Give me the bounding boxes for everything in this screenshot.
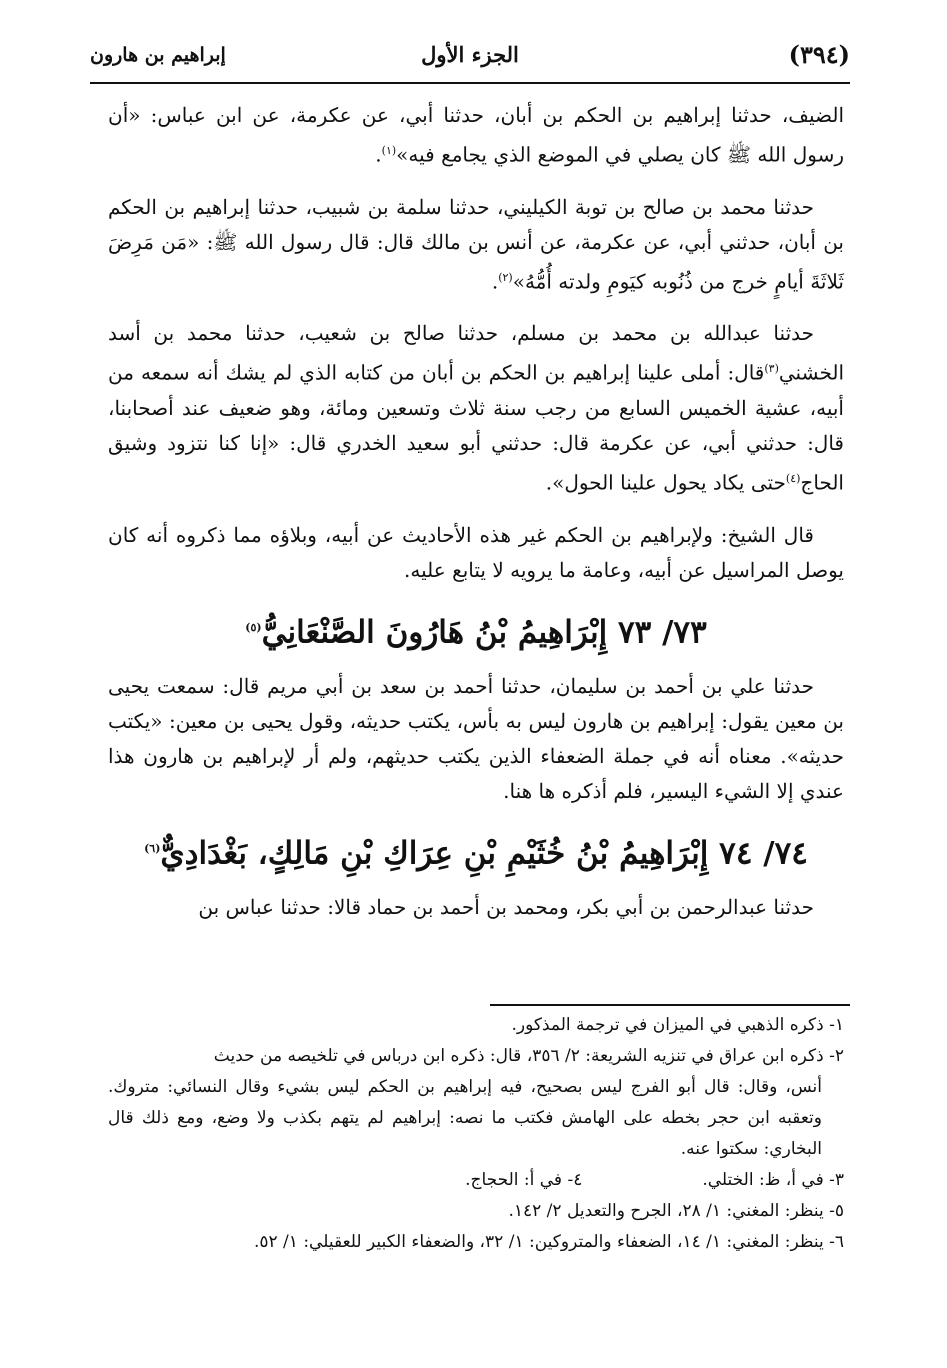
footnote-1: ١- ذكره الذهبي في الميزان في ترجمة المذكور. xyxy=(511,1015,844,1035)
footnote-ref-6: (٦) xyxy=(144,841,161,855)
paragraph-2-text: حدثنا محمد بن صالح بن توبة الكيليني، حدثنا سلمة بن شبيب، حدثنا إبراهيم بن الحكم بن أبان، حدثني أبي، عن عكرمة، عن أنس بن مالك قال: قال رسول الله ﷺ: «مَن مَرِضَ ثَلاثَةَ أيامٍ خرج من ذُنُوبه كيَومِ ولدته أُمُّهُ» xyxy=(108,194,844,294)
footnote-ref-3: (٣) xyxy=(764,362,779,376)
entry-heading-74-text: ٧٤/ ٧٤ إِبْرَاهِيمُ بْنُ خُثَيْمِ بْنِ عِرَاكِ بْنِ مَالِكٍ، بَغْدَادِيٌّ xyxy=(160,835,808,872)
paragraph-3-text-a: حدثنا عبدالله بن محمد بن مسلم، حدثنا صالح بن شعيب، حدثنا محمد بن أسد الخشني xyxy=(108,321,844,385)
volume-title: الجزء الأول xyxy=(421,42,519,67)
entry-heading-73 xyxy=(108,605,844,655)
footnote-ref-4: (٤) xyxy=(785,471,801,485)
footnotes xyxy=(108,1010,844,1258)
paragraph-5: حدثنا علي بن أحمد بن سليمان، حدثنا أحمد بن سعد بن أبي مريم قال: سمعت يحيى بن معين يقول: إبراهيم بن هارون ليس به بأس، يكتب حديثه، وقول يحيى بن معين: «يكتب حديثه». معناه أنه في جملة الضعفاء الذين يكتب حديثهم، ولم أر لإبراهيم بن هارون هذا عندي إلا الشيء اليسير، فلم أذكره ها هنا. xyxy=(108,673,844,803)
footnote-ref-2: (٢) xyxy=(498,270,513,284)
main-text xyxy=(108,98,844,942)
paragraph-3-text-c: حتى يكاد يحول علينا الحول». xyxy=(545,470,786,495)
paragraph-3-text-b: قال: أملى علينا إبراهيم بن الحكم بن أبان من كتابه الذي لم يشك أنه سمعه من أبيه، عشية الخميس السابع من رجب سنة ثلاث وتسعين ومائة، وهو ضعيف عند أصحابنا، قال: حدثني أبي، عن عكرمة قال: حدثني أبو سعيد الخدري قال: «إنا كنا نتزود وشيق الحاج xyxy=(108,360,844,495)
footnote-2: ٢- ذكره ابن عراق في تنزيه الشريعة: ٢/ ٣٥٦، قال: ذكره ابن درباس في تلخيصه من حديث xyxy=(213,1046,844,1066)
header-rule xyxy=(90,82,850,84)
footnote-ref-1: (١) xyxy=(381,144,397,157)
footnote-3: ٣- في أ، ظ: الختلي. xyxy=(702,1170,844,1190)
footnote-6: ٦- ينظر: المغني: ١/ ١٤، الضعفاء والمتروكين: ١/ ٣٢، والضعفاء الكبير للعقيلي: ١/ ٥٢. xyxy=(253,1232,844,1252)
entry-heading-74 xyxy=(108,826,844,876)
footnote-2-continued: أنس، وقال: قال أبو الفرج ليس بصحيح، فيه إبراهيم بن الحكم ليس بشيء وقال النسائي: متروك. وتعقبه ابن حجر بخطه على الهامش فكتب ما نصه: إبراهيم لم يتهم بكذب ولا وضع، ومع ذلك قال البخاري: سكتوا عنه. xyxy=(108,1077,822,1159)
footnote-rule xyxy=(490,1004,850,1006)
paragraph-4: قال الشيخ: ولإبراهيم بن الحكم غير هذه الأحاديث عن أبيه، وبلاؤه مما ذكروه أنه كان يوصل المراسيل عن أبيه، وعامة ما يرويه لا يتابع عليه. xyxy=(108,522,844,582)
paragraph-6: حدثنا عبدالرحمن بن أبي بكر، ومحمد بن أحمد بن حماد قالا: حدثنا عباس بن xyxy=(198,895,814,920)
paragraph-2: حدثنا محمد بن صالح بن توبة الكيليني، حدثنا سلمة بن شبيب، حدثنا إبراهيم بن الحكم بن أبان، حدثني أبي، عن عكرمة، عن أنس بن مالك قال: قال رسول الله ﷺ: «مَن مَرِضَ ثَلاثَةَ أيامٍ خرج من ذُنُوبه كيَومِ ولدته أُمُّهُ»$^{(٢)}$. xyxy=(108,194,844,294)
running-title: إبراهيم بن هارون xyxy=(90,44,226,66)
footnote-5: ٥- ينظر: المغني: ١/ ٢٨، الجرح والتعديل ٢/ ١٤٢. xyxy=(508,1201,844,1221)
footnote-4: ٤- في أ: الحجاج. xyxy=(465,1170,583,1190)
entry-heading-73-text: ٧٣/ ٧٣ إِبْرَاهِيمُ بْنُ هَارُونَ الصَّنْعَانِيُّ xyxy=(261,613,707,650)
footnote-row-3-4 xyxy=(108,1165,844,1196)
paragraph-1-text: الضيف، حدثنا إبراهيم بن الحكم بن أبان، حدثنا أبي، عن عكرمة، عن ابن عباس: «أن رسول الله ﷺ كان يصلي في الموضع الذي يجامع فيه» xyxy=(108,103,844,167)
page-number: (٣٩٤) xyxy=(788,40,850,69)
footnote-ref-5: (٥) xyxy=(245,620,262,634)
paragraph-1: الضيف، حدثنا إبراهيم بن الحكم بن أبان، حدثنا أبي، عن عكرمة، عن ابن عباس: «أن رسول الله ﷺ كان يصلي في الموضع الذي يجامع فيه»$^{(١)}$. xyxy=(108,103,844,167)
paragraph-3 xyxy=(108,316,844,500)
page-header xyxy=(90,38,850,78)
